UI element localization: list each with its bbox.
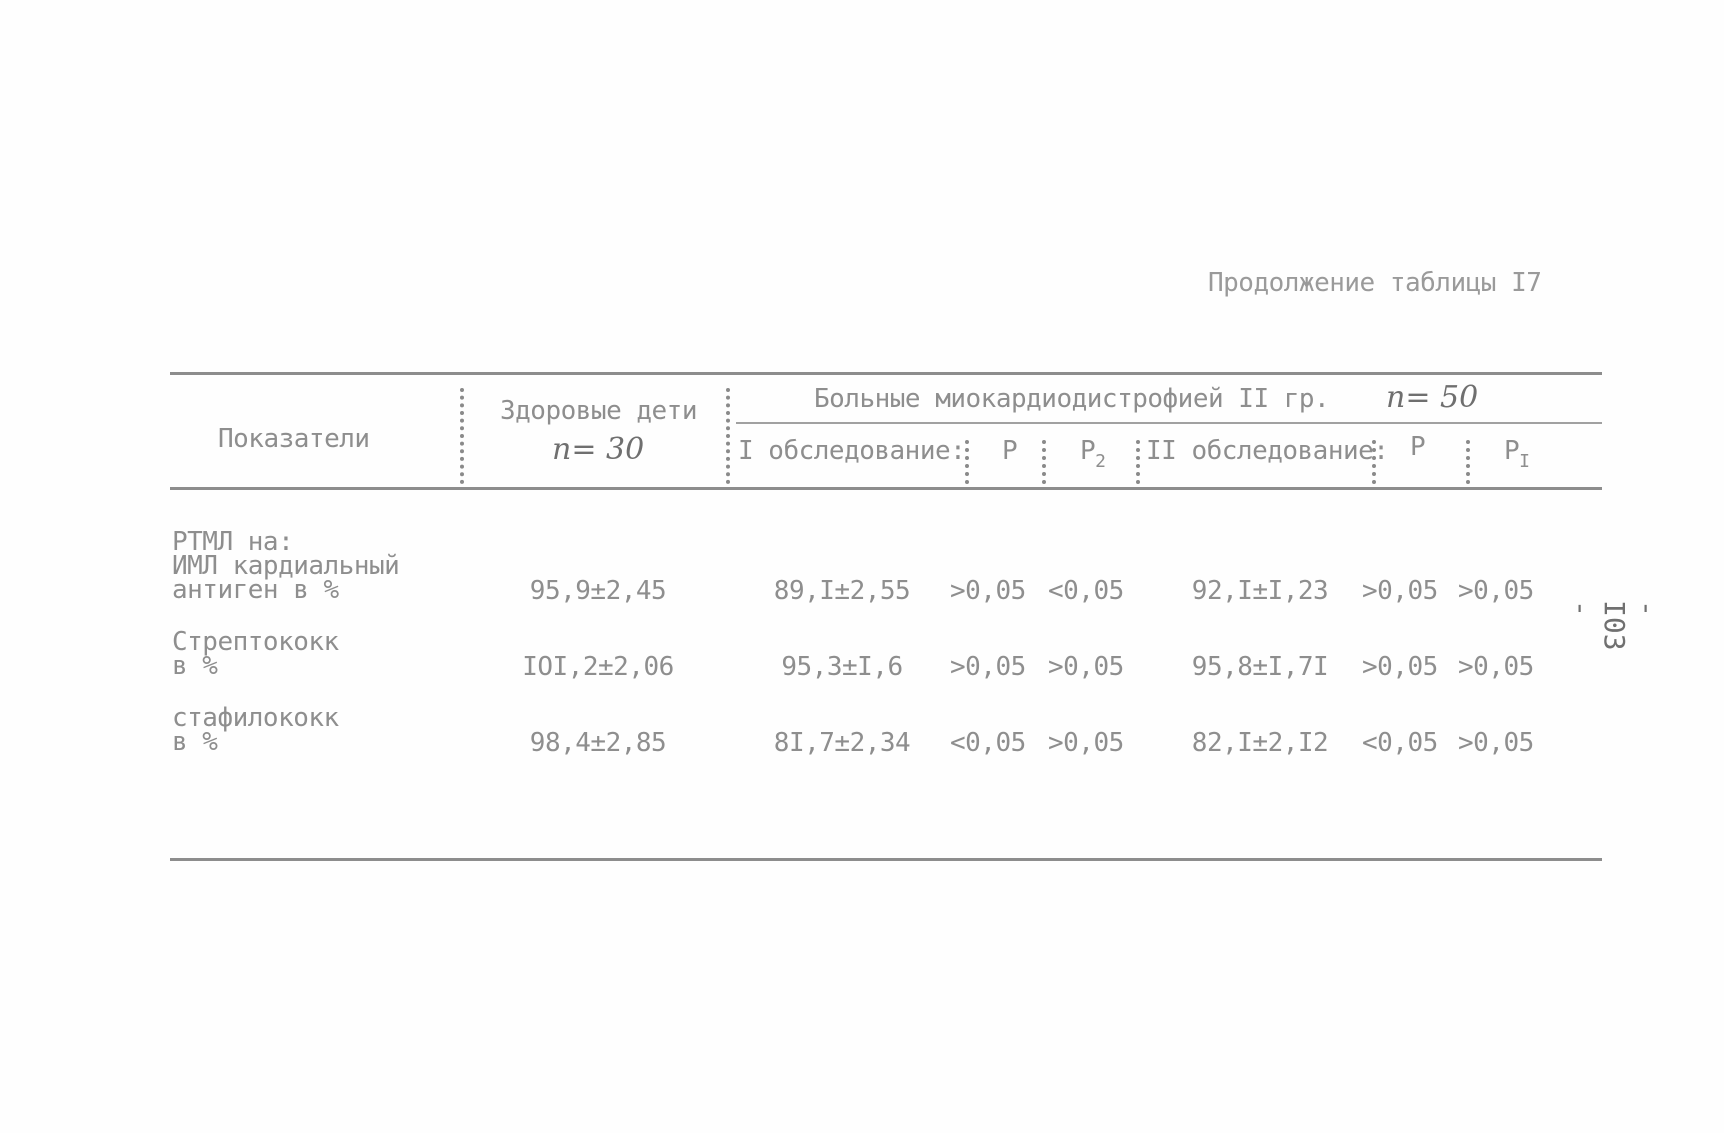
continuation-title: Продолжение таблицы I7 bbox=[1208, 268, 1542, 298]
row-label-line: в % bbox=[172, 727, 218, 757]
header-p2-sub: 2 bbox=[1095, 451, 1106, 472]
cell-exam1: 8I,7±2,34 bbox=[773, 728, 911, 758]
header-p2 bbox=[1080, 436, 1106, 472]
header-p-b: P bbox=[1410, 432, 1426, 462]
row-label-line: стафилококк bbox=[172, 703, 339, 733]
cell-p: >0,05 bbox=[950, 652, 1026, 682]
row-label-line: РТМЛ на: bbox=[172, 527, 294, 557]
header-exam1: I обследование: bbox=[738, 436, 966, 466]
header-patients-group: Больные миокардиодистрофией II гр. bbox=[814, 384, 1330, 414]
col-separator-3 bbox=[965, 440, 969, 484]
col-separator-4 bbox=[1042, 440, 1046, 484]
table-row-label bbox=[172, 527, 442, 605]
table-row-label bbox=[172, 627, 442, 681]
header-p2-base: P bbox=[1080, 436, 1096, 466]
header-patients-n: n= 50 bbox=[1386, 380, 1479, 415]
header-exam2: II обследование: bbox=[1146, 436, 1389, 466]
table-bottom-rule bbox=[170, 858, 1602, 861]
cell-p2: >0,05 bbox=[1048, 728, 1124, 758]
cell-p1: >0,05 bbox=[1458, 728, 1534, 758]
col-separator-5 bbox=[1136, 440, 1140, 484]
header-p: P bbox=[1002, 436, 1018, 466]
header-bottom-rule bbox=[170, 487, 1602, 490]
cell-healthy: 98,4±2,85 bbox=[529, 728, 667, 758]
cell-exam2: 82,I±2,I2 bbox=[1191, 728, 1329, 758]
col-separator-1 bbox=[460, 388, 464, 484]
cell-p-b: >0,05 bbox=[1362, 576, 1438, 606]
header-p1 bbox=[1504, 436, 1530, 472]
header-p1-base: P bbox=[1504, 436, 1520, 466]
cell-p-b: >0,05 bbox=[1362, 652, 1438, 682]
cell-p1: >0,05 bbox=[1458, 652, 1534, 682]
cell-p-b: <0,05 bbox=[1362, 728, 1438, 758]
row-label-line: антиген в % bbox=[172, 575, 339, 605]
table-row-label bbox=[172, 703, 442, 757]
group-header-rule bbox=[736, 422, 1602, 424]
header-healthy-n: n= 30 bbox=[552, 432, 645, 467]
row-label-line: Стрептококк bbox=[172, 627, 339, 657]
cell-p2: >0,05 bbox=[1048, 652, 1124, 682]
cell-p: >0,05 bbox=[950, 576, 1026, 606]
cell-p: <0,05 bbox=[950, 728, 1026, 758]
row-label-line: ИМЛ кардиальный bbox=[172, 551, 400, 581]
row-label-line: в % bbox=[172, 651, 218, 681]
table-top-rule bbox=[170, 372, 1602, 375]
page-number: - I03 - bbox=[1565, 600, 1664, 651]
header-healthy: Здоровые дети bbox=[500, 396, 697, 426]
cell-exam1: 95,3±I,6 bbox=[781, 652, 903, 682]
cell-p2: <0,05 bbox=[1048, 576, 1124, 606]
col-separator-2 bbox=[726, 388, 730, 484]
header-p1-sub: I bbox=[1519, 451, 1530, 472]
cell-healthy: IOI,2±2,06 bbox=[522, 652, 674, 682]
cell-healthy: 95,9±2,45 bbox=[529, 576, 667, 606]
cell-exam2: 92,I±I,23 bbox=[1191, 576, 1329, 606]
cell-exam2: 95,8±I,7I bbox=[1191, 652, 1329, 682]
header-indicator: Показатели bbox=[218, 424, 370, 454]
cell-exam1: 89,I±2,55 bbox=[773, 576, 911, 606]
col-separator-7 bbox=[1466, 440, 1470, 484]
cell-p1: >0,05 bbox=[1458, 576, 1534, 606]
